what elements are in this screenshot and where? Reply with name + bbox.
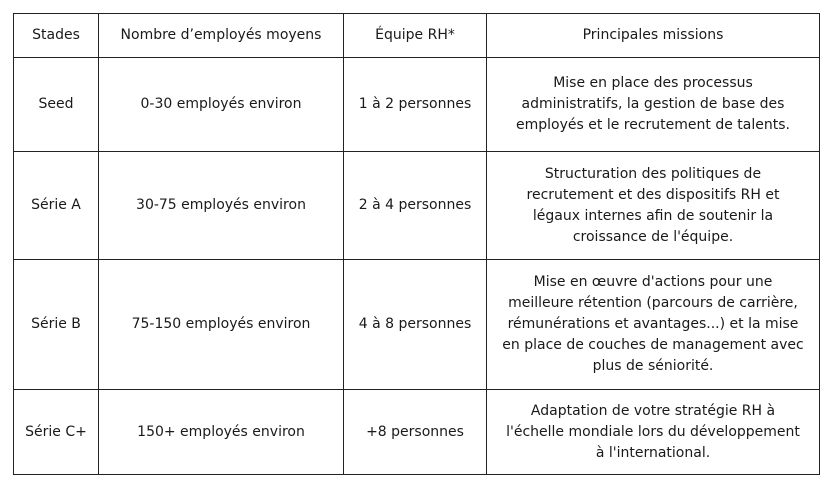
cell-equipe: +8 personnes <box>344 390 487 475</box>
cell-missions: Adaptation de votre stratégie RH à l'échelle mondiale lors du développement à l'international. <box>487 390 820 475</box>
cell-employes: 75-150 employés environ <box>99 260 344 390</box>
hr-stages-table <box>13 13 820 475</box>
header-equipe-rh: Équipe RH* <box>344 14 487 58</box>
cell-equipe: 1 à 2 personnes <box>344 58 487 152</box>
header-stades: Stades <box>14 14 99 58</box>
header-employes: Nombre d’employés moyens <box>99 14 344 58</box>
table-row <box>14 390 820 475</box>
table-row <box>14 152 820 260</box>
cell-equipe: 4 à 8 personnes <box>344 260 487 390</box>
cell-stade: Seed <box>14 58 99 152</box>
cell-stade: Série B <box>14 260 99 390</box>
cell-equipe: 2 à 4 personnes <box>344 152 487 260</box>
cell-missions: Structuration des politiques de recrutement et des dispositifs RH et légaux internes afin de soutenir la croissance de l'équipe. <box>487 152 820 260</box>
cell-stade: Série A <box>14 152 99 260</box>
table-row <box>14 58 820 152</box>
table-row <box>14 260 820 390</box>
cell-missions: Mise en œuvre d'actions pour une meilleure rétention (parcours de carrière, rémunérations et avantages...) et la mise en place de couches de management avec plus de séniorité. <box>487 260 820 390</box>
table-header-row <box>14 14 820 58</box>
cell-employes: 30-75 employés environ <box>99 152 344 260</box>
cell-stade: Série C+ <box>14 390 99 475</box>
header-missions: Principales missions <box>487 14 820 58</box>
cell-missions: Mise en place des processus administratifs, la gestion de base des employés et le recrutement de talents. <box>487 58 820 152</box>
cell-employes: 0-30 employés environ <box>99 58 344 152</box>
cell-employes: 150+ employés environ <box>99 390 344 475</box>
